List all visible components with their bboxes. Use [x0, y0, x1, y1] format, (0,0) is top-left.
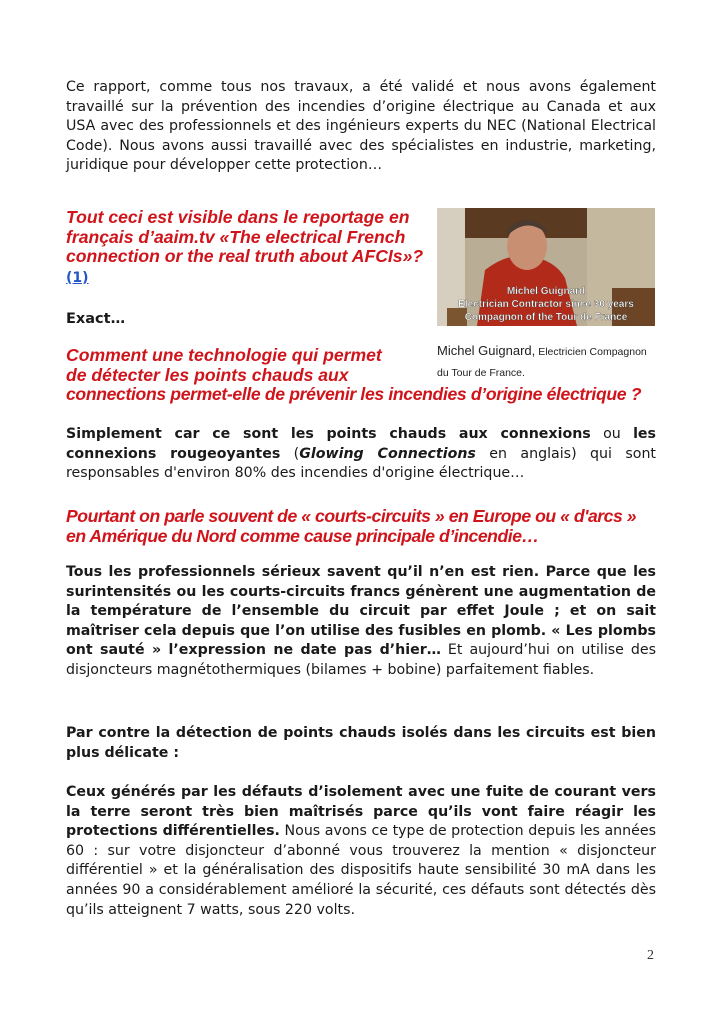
photo-scene	[437, 208, 655, 326]
italic-term: Glowing Connections	[299, 445, 476, 462]
text: Nous avons ce type de protection depuis les années 60 : sur votre disjoncteur d’abonné vous trouverez la mention « disjoncteur différentiel » et la généralisation des dispositifs haute sensibilité 30 mA dans les années 90 a considérablement amélioré la sécurité, ces défauts sont détectés dès qu’ils atteignent 7 watts, sous 220 volts.	[66, 823, 656, 918]
heading-technology-question	[66, 346, 666, 405]
hot-spots-paragraph	[66, 724, 656, 763]
caption-name: Michel Guignard,	[437, 343, 536, 358]
heading-line: connections permet-elle de prévenir les incendies d’origine électrique ?	[66, 384, 642, 404]
caption-role: Electricien Compagnon	[535, 346, 647, 358]
glowing-connections-paragraph	[66, 425, 656, 484]
photo-overlay-subtitle: Compagnon of the Tour de France	[464, 312, 628, 323]
photo-overlay-name: Michel Guignard	[506, 286, 586, 297]
bold-text: Par contre la détection de points chauds isolés dans les circuits est bien plus délicate :	[66, 725, 656, 761]
heading-line: de détecter les points chauds aux	[66, 364, 349, 385]
heading-line: Comment une technologie qui permet	[66, 345, 382, 365]
intro-paragraph: Ce rapport, comme tous nos travaux, a été validé et nous avons également travaillé sur la prévention des incendies d’origine électrique au Canada et aux USA avec des professionnels et des ingénieurs experts du NEC (National Electrical Code). Nous avons aussi travaillé avec des spécialistes en industrie, marketing, juridique pour développer cette protection…	[66, 79, 656, 174]
text: (	[280, 445, 300, 462]
bold-text: les connexions rougeoyantes	[66, 426, 656, 462]
heading-line: en Amérique du Nord comme cause principale d’incendie…	[66, 525, 539, 546]
heading-line: français d’aaim.tv «The electrical French	[66, 226, 406, 247]
heading-aaim-report	[66, 208, 436, 288]
heading-line: Tout ceci est visible dans le reportage en	[66, 207, 410, 227]
heading-line: Pourtant on parle souvent de « courts-circuits » en Europe ou « d'arcs »	[66, 506, 637, 526]
exact-text: Exact…	[66, 311, 126, 327]
text: en anglais) qui sont responsables d'environ 80% des incendies d'origine électrique…	[66, 445, 656, 482]
text: Et aujourd’hui on utilise des disjoncteurs magnétothermiques (bilames + bobine) parfaitement fiables.	[66, 642, 657, 678]
insulation-faults-paragraph	[66, 783, 656, 920]
bold-text: Ceux générés par les défauts d’isolement avec une fuite de courant vers la terre seront très bien maîtrisés parce qu’ils vont faire réagir les protections différentielles.	[66, 784, 656, 840]
professionals-paragraph	[66, 563, 656, 681]
bold-text: Tous les professionnels sérieux savent qu’il n’en est rien. Parce que les surintensités ou les courts-circuits francs génèrent une augmentation de la température de l’ensemble du circuit par effet Joule ; et on sait maîtriser cela depuis que l’on utilise des fusibles en plomb. « Les plombs ont sauté » l’expression ne date pas d’hier…	[66, 564, 656, 659]
bold-text: Simplement car ce sont les points chauds aux connexions	[66, 426, 591, 442]
page-number: 2	[647, 948, 654, 963]
footnote-link[interactable]: (1)	[66, 269, 89, 286]
caption-line2: du Tour de France.	[437, 367, 525, 379]
interview-photo	[437, 208, 655, 326]
text: ou	[590, 426, 634, 442]
photo-overlay-title: Electrician Contractor since 30 years	[458, 299, 634, 310]
heading-short-circuits	[66, 507, 666, 546]
heading-line: connection or the real truth about AFCIs»?	[66, 246, 424, 266]
